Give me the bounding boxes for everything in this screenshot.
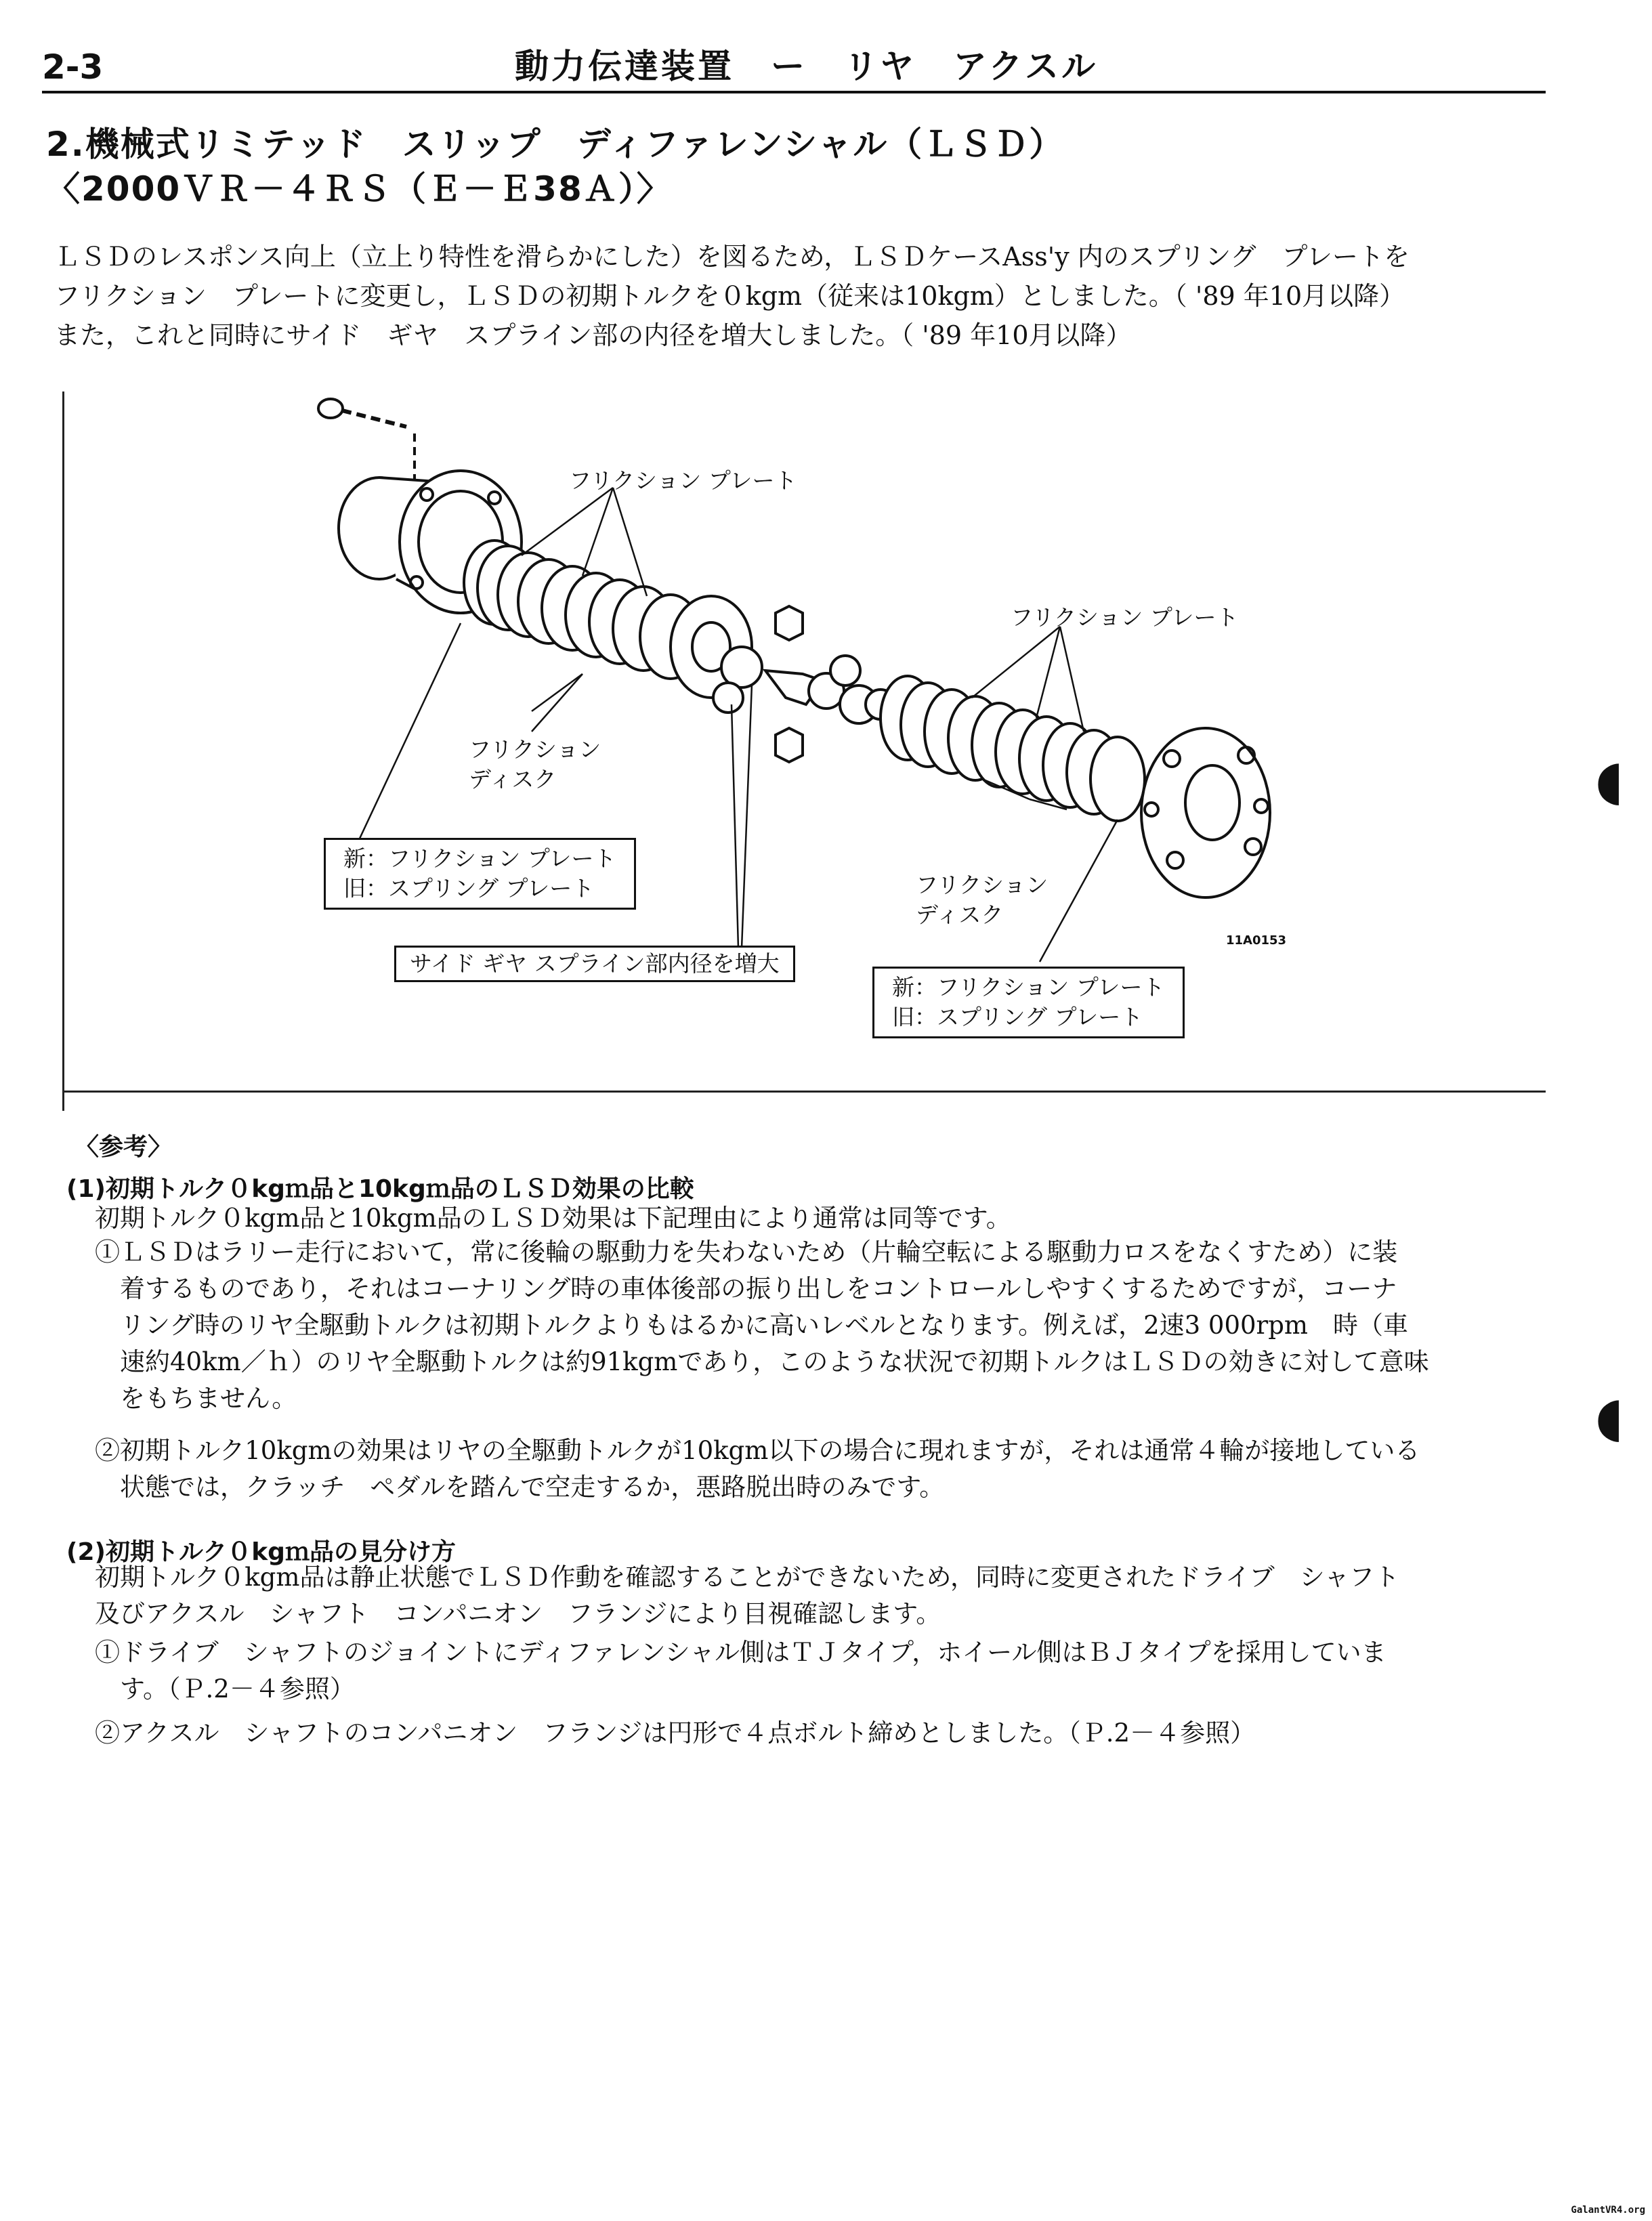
callout-box-left: 新：フリクション プレート 旧：スプリング プレート xyxy=(324,838,636,910)
reference-item1-title: (1)初期トルク０kgｍ品と10kgｍ品のＬＳＤ効果の比較 xyxy=(66,1175,694,1203)
reference-heading: 〈参考〉 xyxy=(75,1133,173,1161)
callout-box-right: 新：フリクション プレート 旧：スプリング プレート xyxy=(872,967,1185,1038)
intro-line-1: ＬＳＤのレスポンス向上（立上り特性を滑らかにした）を図るため，ＬＳＤケースAss'y 内のスプリング プレートを xyxy=(54,242,1410,272)
section-title-line2: 〈2000ＶＲ－４ＲＳ（Ｅ－Ｅ38Ａ）〉 xyxy=(46,169,672,209)
right-plate-stack xyxy=(881,676,1145,821)
label-friction-plate-right: フリクション プレート xyxy=(1011,604,1239,631)
reference-item2-point1: ①ドライブ シャフトのジョイントにディファレンシャル側はＴＪタイプ，ホイール側はＢＪタイプを採用していま す。（Ｐ.2－４参照） xyxy=(95,1638,1386,1704)
reference-item1-point2: ②初期トルク10kgmの効果はリヤの全駆動トルクが10kgm以下の場合に現れますが，それは通常４輪が接地している 状態では，クラッチ ペダルを踏んで空走するか，悪路脱出時のみです。 xyxy=(95,1436,1420,1502)
page-number: 2-3 xyxy=(42,47,104,87)
reference-item1-point1: ①ＬＳＤはラリー走行において，常に後輪の駆動力を失わないため（片輪空転による駆動力ロスをなくすため）に装 着するものであり，それはコーナリング時の車体後部の振り出しをコントロールしやすくするためですが，コーナ リング時のリヤ全駆動トルクは初期トルクよりもはるかに高いレベルとなります。例えば，2速3 000rpm 時（車 速約40km／ｈ）のリヤ全駆動トルクは約91kgmであり，このような状況で初期トルクはＬＳＤの効きに対して意味 をもちません。 xyxy=(95,1238,1429,1413)
left-plate-stack xyxy=(464,541,752,698)
intro-line-2: フリクション プレートに変更し，ＬＳＤの初期トルクを０kgm（従来は10kgm）としました。（ '89 年10月以降） xyxy=(54,281,1405,311)
page-title: 動力伝達装置 ー リヤ アクスル xyxy=(515,47,1098,86)
margin-tab-mark-icon: ◖ xyxy=(1595,1385,1624,1448)
margin-tab-mark-icon: ◖ xyxy=(1595,748,1624,811)
label-friction-disc-left: フリクション ディスク xyxy=(469,736,601,792)
callout-box-center: サイド ギヤ スプライン部内径を増大 xyxy=(394,946,795,982)
figure-code: 11A0153 xyxy=(1226,933,1287,948)
reference-item1-intro: 初期トルク０kgm品と10kgm品のＬＳＤ効果は下記理由により通常は同等です。 xyxy=(95,1204,1011,1233)
reference-item2-title: (2)初期トルク０kgｍ品の見分け方 xyxy=(66,1538,456,1566)
intro-line-3: また，これと同時にサイド ギヤ スプライン部の内径を増大しました。（ '89 年10月以降） xyxy=(54,320,1132,350)
label-friction-disc-right: フリクション ディスク xyxy=(916,872,1049,928)
flange-icon xyxy=(1141,728,1270,897)
bolt-icon xyxy=(318,399,406,427)
footer-watermark: GalantVR4.org xyxy=(1571,2205,1645,2216)
reference-item2-point2: ②アクスル シャフトのコンパニオン フランジは円形で４点ボルト締めとしました。（Ｐ.2－４参照） xyxy=(95,1718,1256,1748)
label-friction-plate-left: フリクション プレート xyxy=(569,467,797,494)
reference-item2-intro: 初期トルク０kgm品は静止状態でＬＳＤ作動を確認することができないため，同時に変更されたドライブ シャフト 及びアクスル シャフト コンパニオン フランジにより目視確認します。 xyxy=(95,1563,1400,1628)
section-title-line1: 2.機械式リミテッド スリップ ディファレンシャル（ＬＳＤ） xyxy=(46,125,1065,164)
